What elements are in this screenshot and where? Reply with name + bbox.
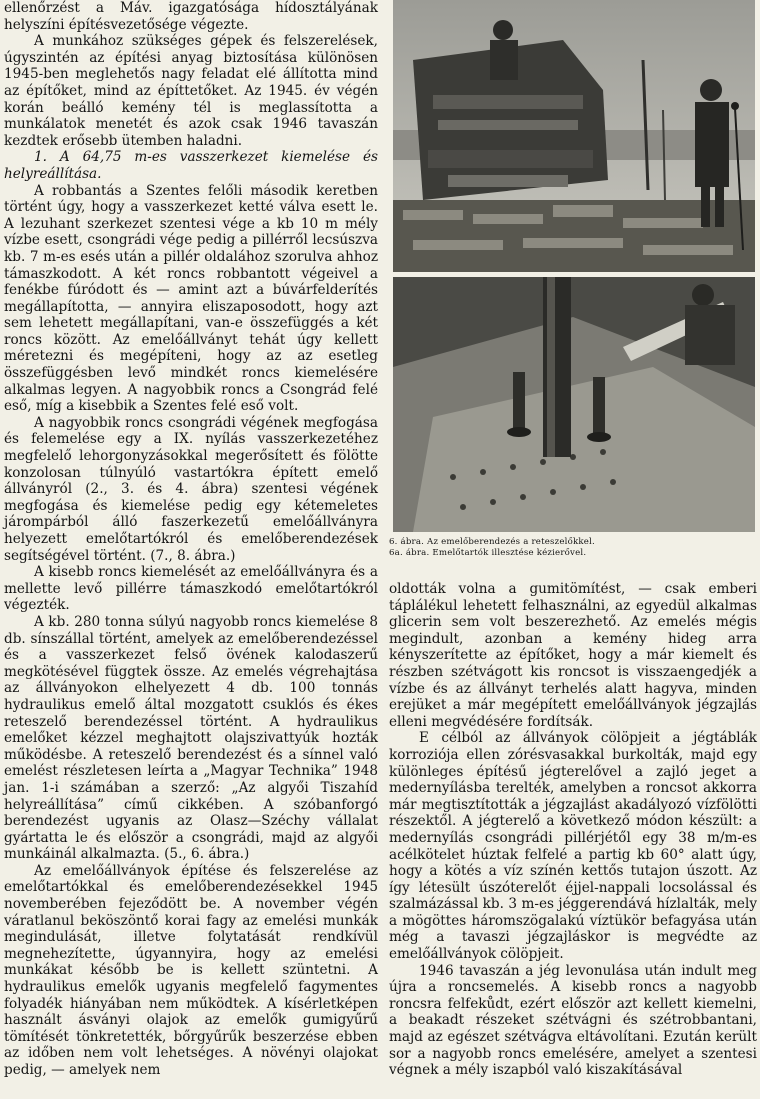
paragraph: A munkához szükséges gépek és felszerelések, úgyszintén az építési anyag biztosítása különösen 1945-ben meglehetős nagy feladat elé állította mind az építőket, mind az építtetőket. Az 1945. év végén korán beálló kemény tél is meglassította a munkálatok menetét és azok csak 1946 tavaszán kezdtek erősebb ütemben haladni. — [4, 33, 378, 149]
paragraph: A robbantás a Szentes felőli második keretben történt úgy, hogy a vasszerkezet ketté válva esett le. A lezuhant szerkezet szentesi vége a kb 10 m mély vízbe esett, csongrádi vége pedig a pillérről lecsúszva kb. 7 m-es esés után a pillér oldalához szorulva ahhoz támaszkodott. A két roncs robbantott végeivel a fenékbe fúródott és — amint azt a búvárfelderítés megállapította, — annyira eliszaposodott, hogy azt sem lehetett megállapítani, van-e összefüggés a két roncs között. Az emelőállványt tehát úgy kellett méretezni és megépíteni, hogy az az esetleg összefüggésben levő mindkét roncs kiemelésére alkalmas legyen. A nagyobbik roncs a Csongrád felé eső, míg a kisebbik a Szentes felé eső volt. — [4, 182, 378, 415]
paragraph: E célból az állványok cölöpjeit a jégtáblák korroziója ellen zórésvasakkal burkolták, majd egy különleges építésű jégterelővel a zajló jeget a medernyílásba terelték, amelyben a roncsot akkorra már megtisztították a jégzajlást akadályozó vízfölötti részektől. A jégterelő a következő módon készült: a medernyílás csongrádi pillérjétől egy 38 m/m-es acélkötelet húztak felfelé a partig kb 60° alatt úgy, hogy a kötés a víz színén kettős tutajon úszott. Az így létesült úszóterelőt éjjel-nappali locsolással és szalmázással kb. 3 m-es jéggerendává hízlalták, mely a mögöttes háromszögalakú víztükör befagyása után még a tavaszi jégzajláskor is megvédte az emelőállványok cölöpjeit. — [389, 730, 757, 963]
right-text-column — [389, 581, 757, 1079]
photo-lifting-scaffold-graphic — [393, 0, 755, 272]
paragraph: Az emelőállványok építése és felszerelése az emelőtartókkal és emelőberendezésekkel 1945 novemberében fejeződött be. A november végén váratlanul beköszöntő korai fagy az emelési munkák megindulását, illetve folytatását rendkívül megnehezítette, úgyannyira, hogy az emelési munkákat később be is kellett szüntetni. A hydraulikus emelők ugyanis megfelelő fagymentes folyadék hiányában nem működtek. A kísérletképen használt ásványi olajok az emelők gumigyűrű tömítését tönkretették, bőrgyűrűk beszerzése ebben az időben nem volt lehetséges. A növényi olajokat pedig, — amelyek nem — [4, 862, 378, 1078]
photo-locking-device — [393, 277, 755, 532]
figure-caption-6a: 6a. ábra. Emelőtartók illesztése kézierővel. — [389, 548, 587, 558]
figure-caption-6: 6. ábra. Az emelőberendezés a reteszelőkkel. — [389, 537, 595, 547]
paragraph: A kisebb roncs kiemelését az emelőállványra és a mellette levő pillérre támaszkodó emelőtartókról végezték. — [4, 564, 378, 614]
section-heading: 1. A 64,75 m-es vasszerkezet kiemelése és helyreállítása. — [4, 149, 378, 182]
photo-lifting-scaffold — [393, 0, 755, 272]
paragraph: oldották volna a gumitömítést, — csak emberi táplálékul lehetett felhasználni, az egyedül alkalmas glicerin sem volt beszerezhető. Az emelés mégis megindult, azonban a kemény hideg arra kényszerítette az építőket, hogy a már kiemelt és részben szétvágott kis roncsot is visszaengedjék a vízbe és az állványt terhelés alatt hagyva, minden erejüket a már megépített emelőállványok jégzajlás elleni megvédésére fordítsák. — [389, 581, 757, 730]
paragraph: A nagyobbik roncs csongrádi végének megfogása és felemelése egy a IX. nyílás vasszerkezetéhez megfelelő lehorgonyzásokkal megerősített és fölötte konzolosan túlnyúló vastartókra épített emelő állványról (2., 3. és 4. ábra) szentesi végének megfogása és kiemelése pedig egy kétemeletes járompárból álló faszerkezetű emelőállványra helyezett emelőtartókról és emelőberendezések segítségével történt. (7., 8. ábra.) — [4, 414, 378, 564]
paragraph: ellenőrzést a Máv. igazgatósága hídosztályának helyszíni építésvezetősége végezte. — [4, 0, 378, 33]
paragraph: 1946 tavaszán a jég levonulása után indult meg újra a roncsemelés. A kisebb roncs a nagyobb roncsra felfekůdt, ezért először azt kellett kiemelni, a beakadt részeket szétvágni és szétrobbantani, majd az egészet szétvágva eltávolítani. Ezután került sor a nagyobb roncs emelésére, amelyet a szentesi végnek a mély iszapból való kiszakításával — [389, 962, 757, 1079]
paragraph: A kb. 280 tonna súlyú nagyobb roncs kiemelése 8 db. sínszállal történt, amelyek az emelőberendezéssel és a vasszerkezet felső övének kalodaszerű megkötésével függtek össze. Az emelés végrehajtása az állványokon elhelyezett 4 db. 100 tonnás hydraulikus emelő által mozgatott csuklós és ékes reteszelő berendezéssel történt. A hydraulikus emelőket kézzel meghajtott olajszivattyúk hozták működésbe. A reteszelő berendezést és a sínnel való emelést részletesen leírta a „Magyar Technika” 1948 jan. 1-i számában a szerző: „Az algyői Tiszahíd helyreállítása” című cikkében. A szóbanforgó berendezést ugyanis az Olasz—Széchy vállalat gyártatta le és először a csongrádi, majd az algyői munkáinál alkalmazta. (5., 6. ábra.) — [4, 613, 378, 863]
photo-locking-device-graphic — [393, 277, 755, 532]
left-text-column — [4, 0, 378, 1079]
